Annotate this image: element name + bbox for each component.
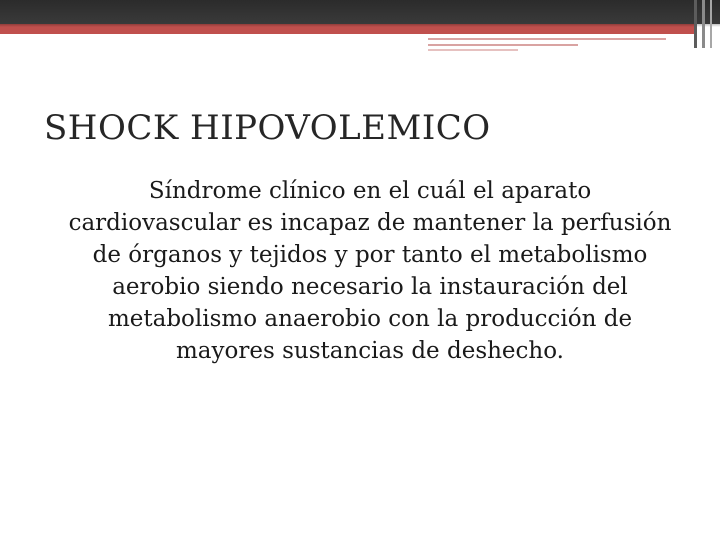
accent-line-3	[428, 49, 518, 51]
slide-title: SHOCK HIPOVOLEMICO	[44, 108, 491, 148]
stripe	[694, 0, 697, 48]
top-dark-bar	[0, 0, 720, 24]
decorative-stripes	[690, 0, 720, 48]
stripe	[710, 0, 712, 48]
slide-body-text: Síndrome clínico en el cuál el aparato cardiovascular es incapaz de mantener la perfusión de órganos y tejidos y por tanto el metabolismo aerobio siendo necesario la instauración del metabolismo anaerobio con la producción de mayores sustancias de deshecho.	[68, 178, 672, 364]
top-bar-shadow	[0, 24, 720, 27]
accent-line-2	[428, 44, 578, 46]
stripe	[702, 0, 705, 48]
accent-line-1	[428, 38, 666, 40]
